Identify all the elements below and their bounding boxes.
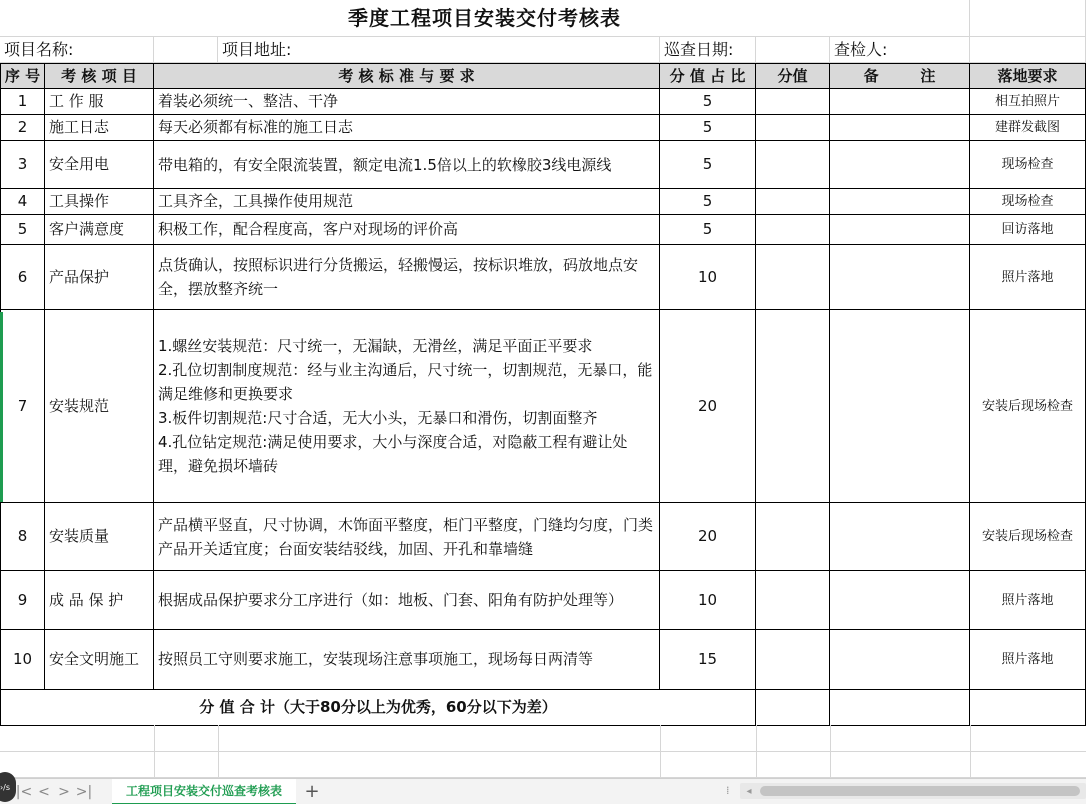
project-name-value[interactable] bbox=[154, 37, 218, 63]
row-score[interactable] bbox=[756, 89, 830, 115]
row-item[interactable]: 客户满意度 bbox=[45, 215, 154, 245]
inspector-value[interactable] bbox=[970, 37, 1086, 63]
row-landing[interactable]: 照片落地 bbox=[970, 245, 1086, 310]
row-weight[interactable]: 5 bbox=[660, 189, 756, 215]
row-landing[interactable]: 安装后现场检查 bbox=[970, 310, 1086, 503]
row-remark[interactable] bbox=[830, 503, 970, 571]
header-score[interactable]: 分值 bbox=[756, 63, 830, 89]
app-badge-icon[interactable]: ›/s bbox=[0, 772, 16, 802]
row-item[interactable]: 工 作 服 bbox=[45, 89, 154, 115]
row-remark[interactable] bbox=[830, 245, 970, 310]
row-no[interactable]: 10 bbox=[0, 630, 45, 690]
empty-cell[interactable] bbox=[970, 0, 1086, 37]
row-standard[interactable] bbox=[154, 503, 660, 571]
row-standard[interactable] bbox=[154, 141, 660, 189]
row-standard[interactable] bbox=[154, 245, 660, 310]
row-no[interactable]: 9 bbox=[0, 571, 45, 630]
row-weight[interactable]: 5 bbox=[660, 215, 756, 245]
standard-line: 2.孔位切割制度规范：经与业主沟通后，尺寸统一，切割规范，无暴口，能满足维修和更换要求 bbox=[158, 361, 653, 403]
header-standard[interactable]: 考 核 标 准 与 要 求 bbox=[154, 63, 660, 89]
row-standard-text: 带电箱的，有安全限流装置，额定电流1.5倍以上的软橡胶3线电源线 bbox=[158, 155, 612, 174]
row-score[interactable] bbox=[756, 245, 830, 310]
horizontal-scrollbar[interactable] bbox=[740, 783, 1086, 799]
standard-line: 3.板件切割规范:尺寸合适，无大小头，无暴口和滑伤，切割面整齐 bbox=[158, 409, 598, 427]
row-remark[interactable] bbox=[830, 141, 970, 189]
row-landing[interactable]: 回访落地 bbox=[970, 215, 1086, 245]
row-standard[interactable]: 每天必须都有标准的施工日志 bbox=[154, 115, 660, 141]
row-standard-text: 根据成品保护要求分工序进行（如：地板、门套、阳角有防护处理等） bbox=[158, 591, 624, 609]
row-no[interactable]: 3 bbox=[0, 141, 45, 189]
row-standard[interactable]: 着装必须统一、整洁、干净 bbox=[154, 89, 660, 115]
row-no[interactable]: 5 bbox=[0, 215, 45, 245]
row-no[interactable]: 8 bbox=[0, 503, 45, 571]
row-item[interactable]: 施工日志 bbox=[45, 115, 154, 141]
scroll-left-icon[interactable]: ◂ bbox=[746, 785, 752, 797]
row-weight[interactable]: 10 bbox=[660, 245, 756, 310]
nav-next-sheet-icon[interactable]: > bbox=[58, 783, 70, 800]
row-score[interactable] bbox=[756, 189, 830, 215]
row-standard[interactable]: 按照员工守则要求施工，安装现场注意事项施工，现场每日两清等 bbox=[154, 630, 660, 690]
row-score[interactable] bbox=[756, 310, 830, 503]
header-weight[interactable]: 分 值 占 比 bbox=[660, 63, 756, 89]
row-landing[interactable]: 现场检查 bbox=[970, 141, 1086, 189]
row-weight[interactable]: 20 bbox=[660, 503, 756, 571]
row-landing[interactable]: 安装后现场检查 bbox=[970, 503, 1086, 571]
project-name-label[interactable]: 项目名称: bbox=[0, 37, 154, 63]
row-landing[interactable]: 照片落地 bbox=[970, 571, 1086, 630]
row-standard-lines bbox=[158, 334, 655, 478]
row-standard[interactable] bbox=[154, 571, 660, 630]
inspection-date-label[interactable]: 巡查日期: bbox=[660, 37, 756, 63]
row-score[interactable] bbox=[756, 215, 830, 245]
row-score[interactable] bbox=[756, 141, 830, 189]
row-remark[interactable] bbox=[830, 215, 970, 245]
sheet-title[interactable]: 季度工程项目安装交付考核表 bbox=[0, 0, 970, 37]
row-no[interactable]: 4 bbox=[0, 189, 45, 215]
row-score[interactable] bbox=[756, 503, 830, 571]
add-sheet-icon[interactable]: + bbox=[304, 781, 320, 802]
header-item[interactable]: 考 核 项 目 bbox=[45, 63, 154, 89]
standard-line: 1.螺丝安装规范：尺寸统一，无漏缺，无滑丝，满足平面正平要求 bbox=[158, 337, 593, 355]
row-item[interactable]: 安全用电 bbox=[45, 141, 154, 189]
row-standard[interactable] bbox=[154, 310, 660, 503]
row-no[interactable]: 2 bbox=[0, 115, 45, 141]
row-landing[interactable]: 建群发截图 bbox=[970, 115, 1086, 141]
row-selection-marker bbox=[0, 312, 3, 502]
row-weight[interactable]: 10 bbox=[660, 571, 756, 630]
total-remark[interactable] bbox=[830, 690, 970, 726]
row-remark[interactable] bbox=[830, 310, 970, 503]
row-score[interactable] bbox=[756, 115, 830, 141]
row-landing[interactable]: 相互拍照片 bbox=[970, 89, 1086, 115]
row-item[interactable]: 工具操作 bbox=[45, 189, 154, 215]
row-item[interactable]: 安装质量 bbox=[45, 503, 154, 571]
row-weight[interactable]: 5 bbox=[660, 115, 756, 141]
row-score[interactable] bbox=[756, 630, 830, 690]
row-remark[interactable] bbox=[830, 571, 970, 630]
header-landing[interactable]: 落地要求 bbox=[970, 63, 1086, 89]
row-standard-text: 产品横平竖直，尺寸协调，木饰面平整度，柜门平整度，门缝均匀度，门类产品开关适宜度；台面安装结驳线，加固、开孔和靠墙缝 bbox=[158, 515, 654, 558]
empty-grid-rows bbox=[0, 725, 1086, 778]
total-landing[interactable] bbox=[970, 690, 1086, 726]
row-weight[interactable]: 15 bbox=[660, 630, 756, 690]
row-weight[interactable]: 5 bbox=[660, 141, 756, 189]
row-standard[interactable]: 积极工作，配合程度高，客户对现场的评价高 bbox=[154, 215, 660, 245]
row-landing[interactable]: 现场检查 bbox=[970, 189, 1086, 215]
nav-last-sheet-icon[interactable]: >| bbox=[75, 783, 93, 800]
nav-first-sheet-icon[interactable]: |< bbox=[15, 783, 33, 800]
header-remark[interactable]: 备 注 bbox=[830, 63, 970, 89]
inspector-label[interactable]: 查检人: bbox=[830, 37, 970, 63]
row-landing[interactable]: 照片落地 bbox=[970, 630, 1086, 690]
project-address-label[interactable]: 项目地址: bbox=[218, 37, 660, 63]
row-no[interactable]: 6 bbox=[0, 245, 45, 310]
row-no[interactable]: 7 bbox=[0, 310, 45, 503]
total-label[interactable]: 分 值 合 计（大于80分以上为优秀，60分以下为差） bbox=[0, 690, 756, 726]
row-standard-text: 点货确认，按照标识进行分货搬运，轻搬慢运，按标识堆放，码放地点安全，摆放整齐统一 bbox=[158, 256, 639, 298]
scrollbar-thumb[interactable] bbox=[760, 786, 1080, 796]
row-remark[interactable] bbox=[830, 630, 970, 690]
row-weight[interactable]: 5 bbox=[660, 89, 756, 115]
nav-prev-sheet-icon[interactable]: < bbox=[38, 783, 50, 800]
row-weight[interactable]: 20 bbox=[660, 310, 756, 503]
standard-line: 4.孔位钻定规范:满足使用要求，大小与深度合适，对隐蔽工程有避让处理，避免损坏墙砖 bbox=[158, 433, 628, 475]
row-remark[interactable] bbox=[830, 115, 970, 141]
row-remark[interactable] bbox=[830, 189, 970, 215]
inspection-date-value[interactable] bbox=[756, 37, 830, 63]
tab-scroll-splitter-icon[interactable]: ⁞ bbox=[726, 784, 730, 797]
row-no[interactable]: 1 bbox=[0, 89, 45, 115]
sheet-tab-active[interactable]: 工程项目安装交付巡查考核表 bbox=[112, 779, 296, 804]
row-item[interactable]: 安装规范 bbox=[45, 310, 154, 503]
total-score[interactable] bbox=[756, 690, 830, 726]
row-remark[interactable] bbox=[830, 89, 970, 115]
row-score[interactable] bbox=[756, 571, 830, 630]
header-no[interactable]: 序 号 bbox=[0, 63, 45, 89]
row-item[interactable]: 产品保护 bbox=[45, 245, 154, 310]
row-item[interactable]: 安全文明施工 bbox=[45, 630, 154, 690]
row-standard[interactable]: 工具齐全，工具操作使用规范 bbox=[154, 189, 660, 215]
row-item[interactable]: 成 品 保 护 bbox=[45, 571, 154, 630]
